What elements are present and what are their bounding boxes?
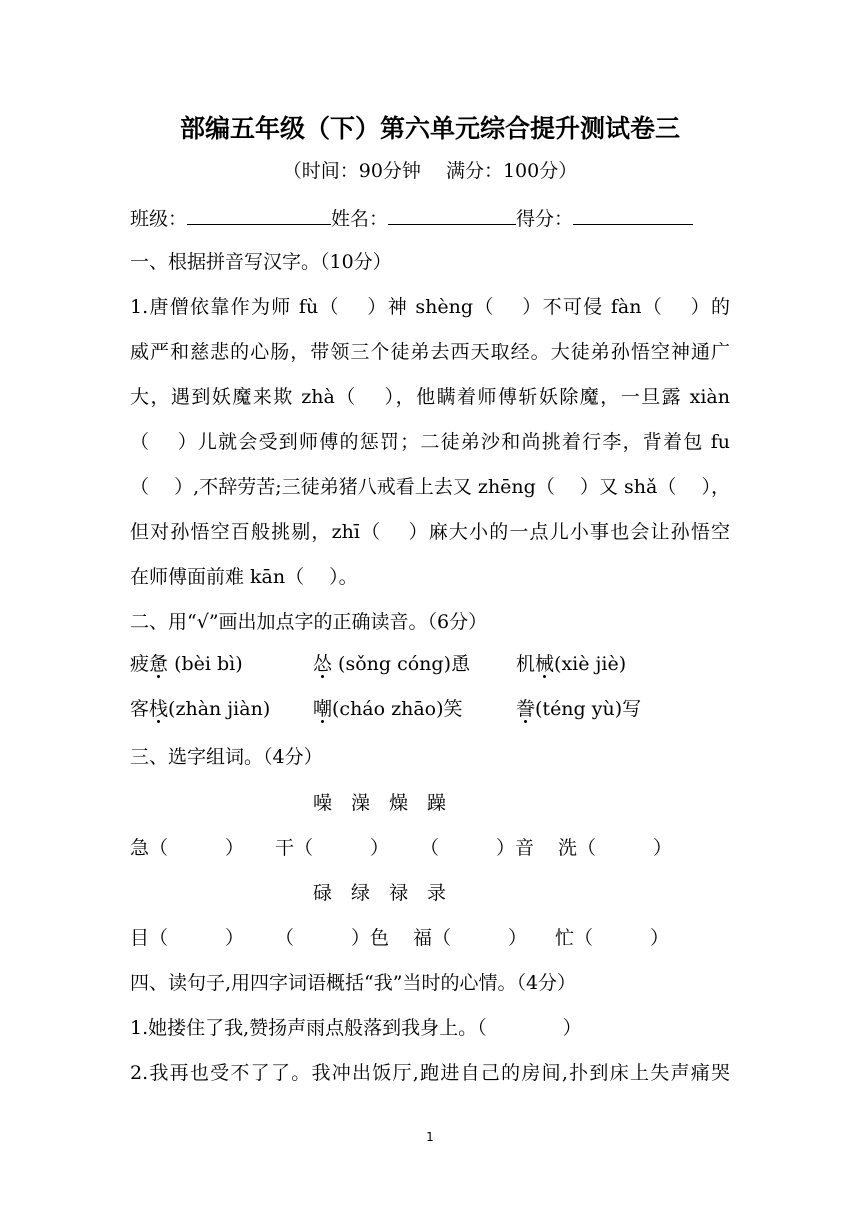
word-blank: （ ）色 (275, 927, 390, 949)
pronunciation-item: 怂 (sǒng cóng)恿 (313, 653, 470, 675)
score-field[interactable] (573, 204, 693, 225)
name-label: 姓名： (331, 208, 389, 230)
pronunciation-item: 誊(téng yù)写 (516, 698, 642, 720)
section1-line: （ ）,不辞劳苦;三徒弟猪八戒看上去又 zhēng（ ）又 shǎ（ ）， (130, 476, 730, 498)
pronunciation-item: 机械(xiè jiè) (516, 653, 627, 675)
section1-line: 威严和慈悲的心肠，带领三个徒弟去西天取经。大徒弟孙悟空神通广 (130, 341, 730, 363)
exam-time-score: （时间：90分钟 满分：100分） (282, 160, 578, 182)
section4-line: 1.她搂住了我,赞扬声雨点般落到我身上。（ ） (130, 1017, 582, 1039)
word-blank: 目（ ） (130, 927, 245, 949)
page-title: 部编五年级（下）第六单元综合提升测试卷三 (179, 114, 680, 143)
section1-heading: 一、根据拼音写汉字。（10分） (130, 251, 392, 273)
pronunciation-item: 嘲(cháo zhāo)笑 (313, 698, 463, 720)
section1-line: 1.唐僧依靠作为师 fù（ ）神 shèng（ ）不可侵 fàn（ ）的 (130, 296, 730, 318)
section4-heading: 四、读句子,用四字词语概括“我”当时的心情。（4分） (130, 972, 577, 994)
name-field[interactable] (388, 204, 516, 225)
word-blank: 忙（ ） (555, 927, 670, 949)
class-label: 班级： (130, 208, 188, 230)
dotted-char: 誊 (516, 698, 536, 720)
section1-line: 在师傅面前难 kān（ ）。 (130, 566, 358, 588)
char-choices-group1: 噪 澡 燥 躁 (313, 792, 447, 814)
section1-line: 但对孙悟空百般挑剔，zhī（ ）麻大小的一点儿小事也会让孙悟空 (130, 521, 730, 543)
dotted-char: 惫 (149, 653, 169, 675)
word-blank: 洗（ ） (558, 837, 673, 859)
section2-heading: 二、用“√”画出加点字的正确读音。（6分） (130, 611, 488, 633)
score-label: 得分： (516, 208, 574, 230)
dotted-char: 嘲 (313, 698, 333, 720)
section3-heading: 三、选字组词。（4分） (130, 746, 323, 768)
word-blank: 福（ ） (413, 927, 528, 949)
word-blank: （ ）音 (420, 837, 535, 859)
dotted-char: 栈 (149, 698, 169, 720)
word-blank: 急（ ） (130, 837, 245, 859)
pronunciation-item: 疲惫 (bèi bì) (130, 653, 243, 675)
pronunciation-item: 客栈(zhàn jiàn) (130, 698, 271, 720)
section1-line: （ ）儿就会受到师傅的惩罚；二徒弟沙和尚挑着行李，背着包 fu (130, 431, 730, 453)
section1-line: 大，遇到妖魔来欺 zhà（ ），他瞒着师傅斩妖除魔，一旦露 xiàn (130, 386, 730, 408)
char-choices-group2: 碌 绿 禄 录 (313, 882, 447, 904)
word-blank: 干（ ） (275, 837, 390, 859)
student-info-row (130, 204, 730, 232)
section4-line: 2.我再也受不了了。我冲出饭厅,跑进自己的房间,扑到床上失声痛哭 (130, 1062, 730, 1084)
page-number: 1 (426, 1130, 434, 1144)
dotted-char: 械 (535, 653, 555, 675)
dotted-char: 怂 (313, 653, 333, 675)
class-field[interactable] (187, 204, 331, 225)
